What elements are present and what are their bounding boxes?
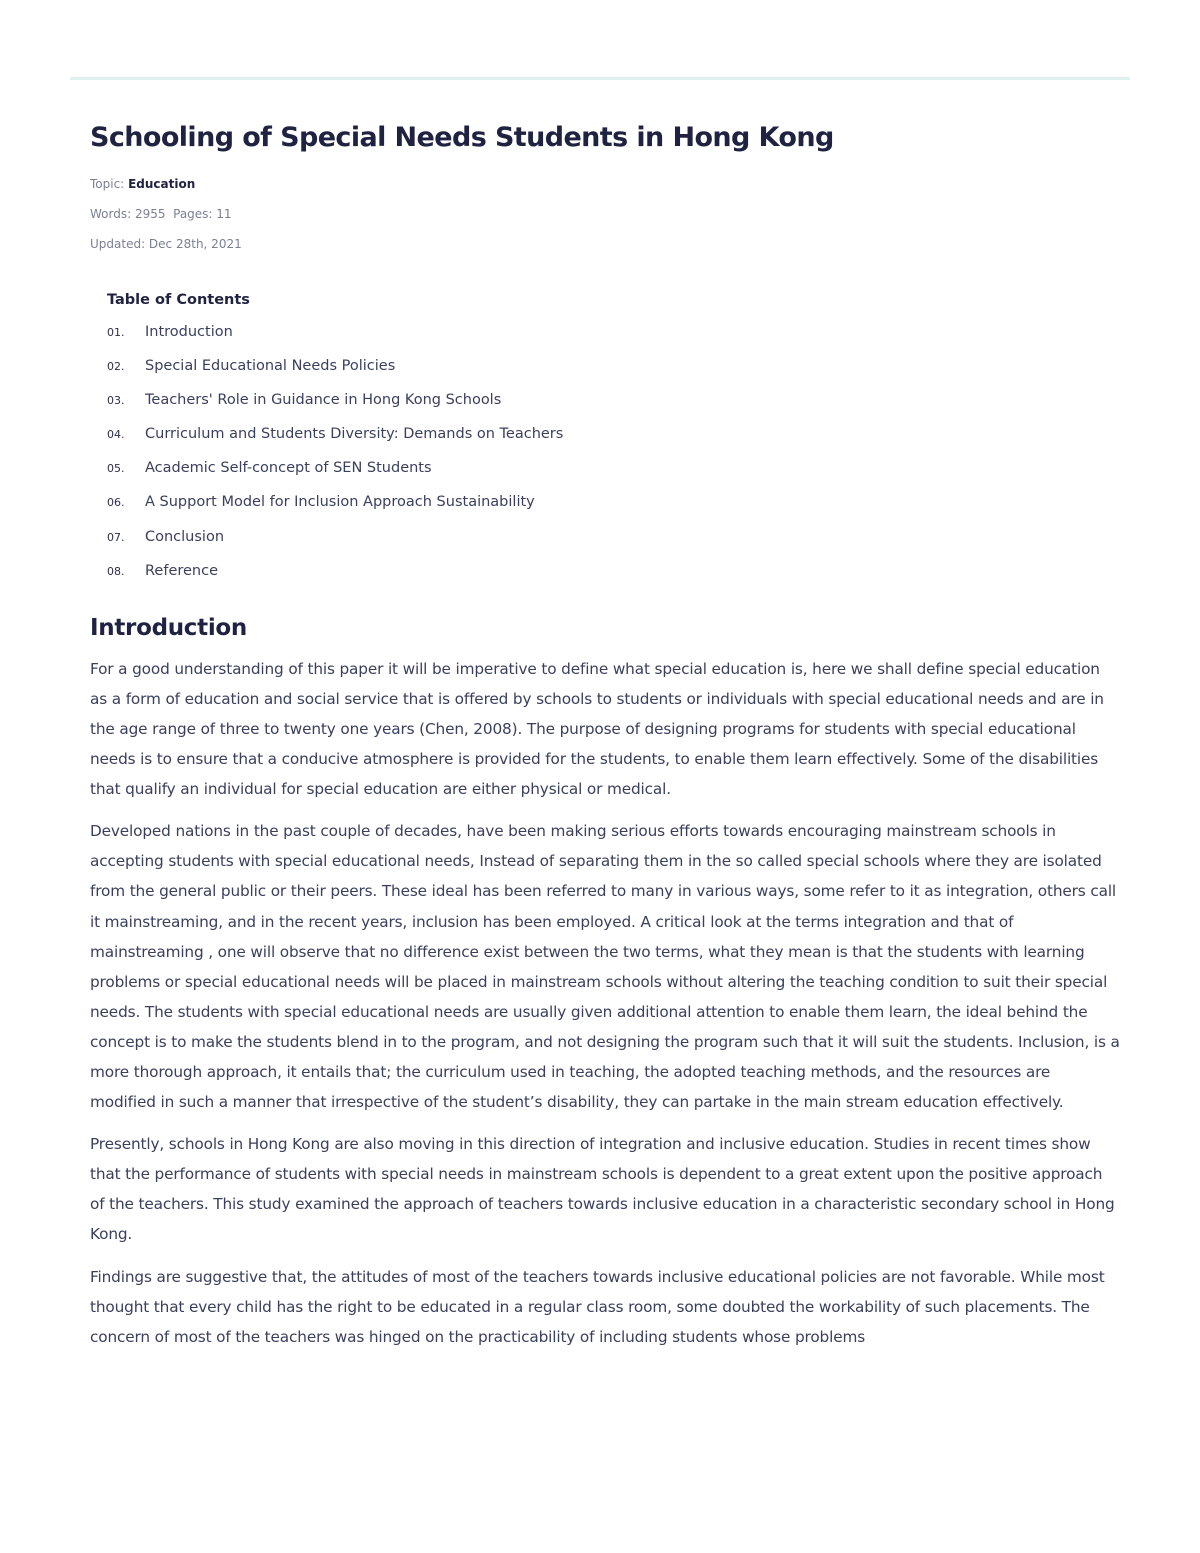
toc-item-support-model[interactable] [107,485,1120,519]
toc-item-conclusion[interactable] [107,520,1120,554]
toc-number: 02. [107,360,125,374]
toc-heading: Table of Contents [107,292,250,308]
document-body [90,118,1120,1352]
paragraph: Developed nations in the past couple of decades, have been making serious efforts towards encouraging mainstream schools in accepting students with special educational needs, Instead of separating them in the so called special schools where they are isolated from the general public or their peers. These ideal has been referred to many in various ways, some refer to it as integration, others call it mainstreaming, and in the recent years, inclusion has been employed. A critical look at the terms integration and that of mainstreaming , one will observe that no difference exist between the two terms, what they mean is that the students with learning problems or special educational needs will be placed in mainstream schools without altering the teaching condition to suit their special needs. The students with special educational needs are usually given additional attention to enable them learn, the ideal behind the concept is to make the students blend in to the program, and not designing the program such that it will suit the students. Inclusion, is a more thorough approach, it entails that; the curriculum used in teaching, the adopted teaching methods, and the resources are modified in such a manner that irrespective of the student’s disability, they can partake in the main stream education effectively. [90,822,1120,1112]
toc-number: 05. [107,462,125,476]
toc-item-sen-policies[interactable] [107,349,1120,383]
toc-item-introduction[interactable] [107,315,1120,349]
toc-item-reference[interactable] [107,554,1120,588]
top-divider [70,77,1130,80]
toc-number: 06. [107,496,125,510]
toc-number: 03. [107,394,125,408]
toc-link[interactable]: Academic Self-concept of SEN Students [145,460,432,477]
topic-label: Topic: [90,177,125,191]
toc-link[interactable]: Introduction [145,324,233,340]
words-pages-count: Words: 2955 Pages: 11 [90,207,232,221]
toc-link[interactable]: A Support Model for Inclusion Approach Sustainability [145,494,535,511]
toc-item-self-concept[interactable] [107,451,1120,485]
toc-list [107,315,1120,588]
toc-link[interactable]: Reference [145,562,219,579]
document-title: Schooling of Special Needs Students in Hong Kong [90,122,834,153]
toc-number: 07. [107,530,125,544]
toc-link[interactable]: Special Educational Needs Policies [145,358,396,375]
toc-link[interactable]: Teachers' Role in Guidance in Hong Kong Schools [145,392,502,409]
toc-link[interactable]: Curriculum and Students Diversity: Demands on Teachers [145,426,564,443]
updated-date: Updated: Dec 28th, 2021 [90,237,242,251]
paragraph: For a good understanding of this paper it will be imperative to define what special education is, here we shall define special education as a form of education and social service that is offered by schools to students or individuals with special educational needs and are in the age range of three to twenty one years (Chen, 2008). The purpose of designing programs for students with special educational needs is to ensure that a conducive atmosphere is provided for the students, to enable them learn effectively. Some of the disabilities that qualify an individual for special education are either physical or medical. [90,659,1104,799]
topic-link[interactable]: Education [128,177,196,191]
paragraph: Findings are suggestive that, the attitudes of most of the teachers towards inclusive educational policies are not favorable. While most thought that every child has the right to be educated in a regular class room, some doubted the workability of such placements. The concern of most of the teachers was hinged on the practicability of including students whose problems [90,1267,1105,1346]
toc-number: 04. [107,428,125,442]
toc-number: 08. [107,564,125,578]
toc-link[interactable]: Conclusion [145,528,225,545]
document-meta [90,169,1120,259]
toc-number: 01. [107,326,125,339]
toc-item-teachers-role[interactable] [107,383,1120,417]
toc-item-curriculum-diversity[interactable] [107,417,1120,451]
table-of-contents [107,289,1120,588]
section-heading-introduction: Introduction [90,614,247,641]
paragraph: Presently, schools in Hong Kong are also moving in this direction of integration and inclusive education. Studies in recent times show that the performance of students with special needs in mainstream schools is dependent to a great extent upon the positive approach of the teachers. This study examined the approach of teachers towards inclusive education in a characteristic secondary school in Hong Kong. [90,1135,1115,1244]
topic-line [90,169,1120,199]
